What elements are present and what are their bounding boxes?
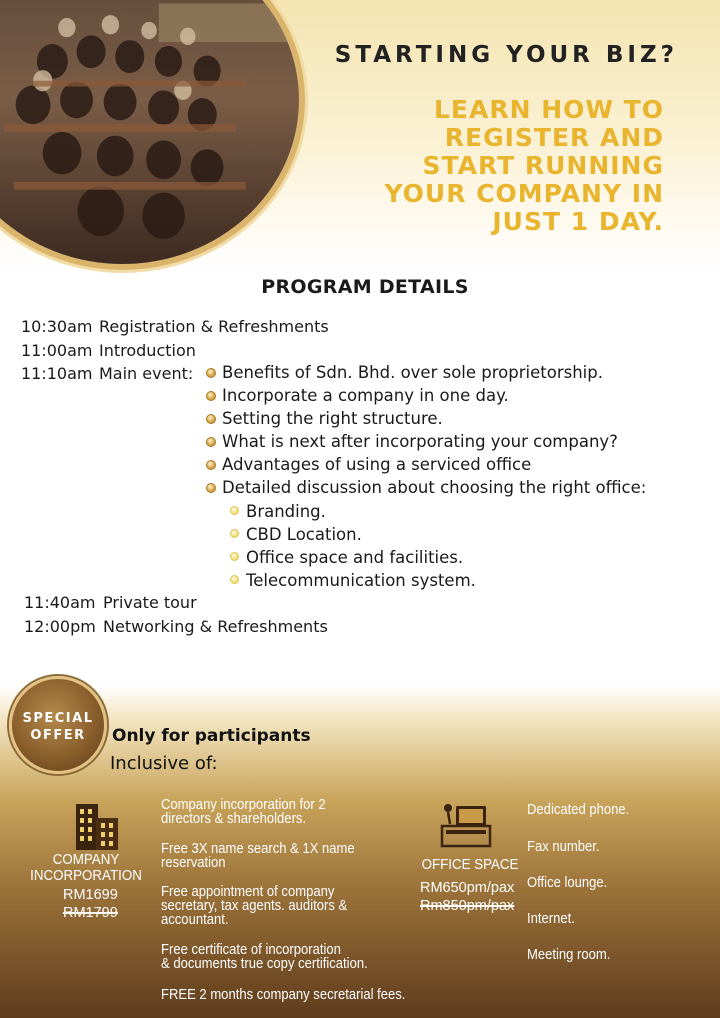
schedule-label: Registration & Refreshments (99, 317, 329, 336)
company-feature (161, 988, 405, 1002)
feature-line: directors & shareholders. (161, 811, 307, 827)
only-for-participants: Only for participants (112, 726, 311, 746)
building-icon (72, 800, 122, 852)
schedule-label: Introduction (99, 341, 196, 360)
sub-bullet-icon (230, 506, 239, 515)
sub-bullet-icon (230, 552, 239, 561)
inclusive-of: Inclusive of: (110, 753, 218, 774)
schedule-label: Main event: (99, 364, 194, 383)
feature-line: FREE 2 months company secretarial fees. (161, 987, 406, 1003)
office-price: RM650pm/pax (420, 880, 515, 896)
sub-bullet-icon (230, 575, 239, 584)
office-sub-item: CBD Location. (246, 525, 362, 544)
badge-line: SPECIAL (22, 711, 94, 726)
headline: STARTING YOUR BIZ? (334, 42, 678, 68)
bullet-icon (206, 414, 216, 424)
special-offer-badge (9, 676, 107, 774)
schedule-time: 11:00am (21, 341, 93, 360)
main-event-item: Advantages of using a serviced office (222, 455, 532, 474)
badge-line: OFFER (30, 728, 86, 743)
main-event-item: What is next after incorporating your company? (222, 432, 618, 451)
company-feature (161, 943, 368, 971)
subheadline (334, 96, 664, 236)
main-event-item: Benefits of Sdn. Bhd. over sole proprietorship. (222, 363, 603, 382)
feature-line: & documents true copy certification. (161, 956, 368, 972)
company-feature (161, 842, 355, 870)
company-title-line: COMPANY (52, 852, 120, 868)
feature-line: secretary, tax agents. auditors & (161, 898, 348, 914)
office-old-price: Rm850pm/pax (420, 898, 515, 914)
bullet-icon (206, 391, 216, 401)
bullet-icon (206, 460, 216, 470)
company-feature (161, 885, 347, 927)
office-sub-item: Branding. (246, 502, 326, 521)
office-sub-item: Office space and facilities. (246, 548, 464, 567)
feature-line: accountant. (161, 912, 229, 928)
office-feature: Meeting room. (527, 947, 611, 963)
office-desk-icon (440, 800, 492, 852)
subhead-line: START RUNNING (422, 151, 664, 180)
main-event-item: Incorporate a company in one day. (222, 386, 509, 405)
bullet-icon (206, 368, 216, 378)
feature-line: Free certificate of incorporation (161, 942, 341, 958)
subhead-line: YOUR COMPANY IN (384, 179, 664, 208)
subhead-line: REGISTER AND (444, 123, 664, 152)
company-incorporation-title (18, 852, 154, 884)
bullet-icon (206, 437, 216, 447)
main-event-item: Detailed discussion about choosing the right office: (222, 478, 647, 497)
feature-line: Free 3X name search & 1X name (161, 841, 355, 857)
feature-line: reservation (161, 855, 226, 871)
sub-bullet-icon (230, 529, 239, 538)
company-feature (161, 798, 326, 826)
feature-line: Free appointment of company (161, 884, 335, 900)
schedule-time: 12:00pm (24, 617, 96, 636)
schedule-time: 11:10am (21, 364, 93, 383)
office-feature: Dedicated phone. (527, 802, 630, 818)
program-details-title: PROGRAM DETAILS (261, 276, 469, 298)
schedule-time: 11:40am (24, 593, 96, 612)
subhead-line: LEARN HOW TO (434, 95, 664, 124)
subhead-line: JUST 1 DAY. (492, 207, 664, 236)
feature-line: Company incorporation for 2 (161, 797, 326, 813)
company-price: RM1699 (63, 887, 118, 903)
office-feature: Internet. (527, 911, 575, 927)
bullet-icon (206, 483, 216, 493)
schedule-label: Private tour (103, 593, 197, 612)
company-old-price: RM1799 (63, 905, 118, 921)
office-feature: Fax number. (527, 839, 600, 855)
office-space-title: OFFICE SPACE (421, 857, 519, 873)
schedule-time: 10:30am (21, 317, 93, 336)
main-event-item: Setting the right structure. (222, 409, 443, 428)
office-sub-item: Telecommunication system. (246, 571, 476, 590)
company-title-line: INCORPORATION (30, 868, 142, 884)
schedule-label: Networking & Refreshments (103, 617, 328, 636)
office-feature: Office lounge. (527, 875, 608, 891)
